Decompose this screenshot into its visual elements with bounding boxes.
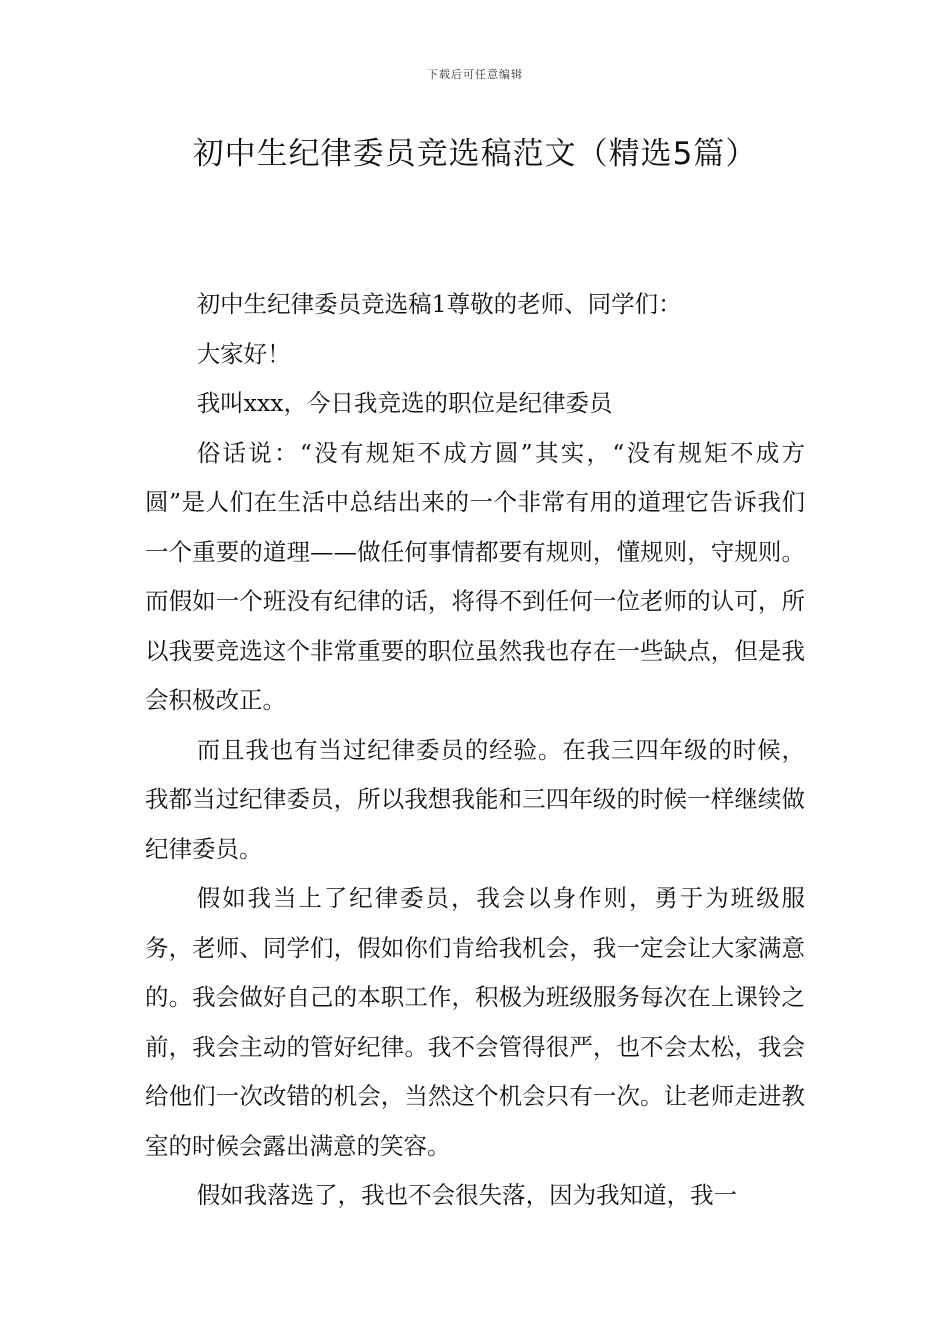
document-title: 初中生纪律委员竞选稿范文（精选5篇） <box>192 136 758 172</box>
paragraph: 俗话说：“没有规矩不成方圆”其实，“没有规矩不成方圆”是人们在生活中总结出来的一个非常有用的道理它告诉我们一个重要的道理——做任何事情都要有规则，懂规则，守规则。而假如一个班没有纪律的话，将得不到任何一位老师的认可，所以我要竞选这个非常重要的职位虽然我也存在一些缺点，但是我会积极改正。 <box>145 438 805 714</box>
paragraph: 我叫xxx，今日我竞选的职位是纪律委员 <box>196 389 613 417</box>
paragraph: 而且我也有当过纪律委员的经验。在我三四年级的时候，我都当过纪律委员，所以我想我能和三四年级的时候一样继续做纪律委员。 <box>145 735 805 863</box>
document-body <box>145 280 805 1221</box>
paragraph: 假如我落选了，我也不会很失落，因为我知道，我一 <box>196 1181 738 1209</box>
paragraph: 大家好！ <box>196 339 291 368</box>
header-note: 下载后可任意编辑 <box>427 68 523 81</box>
paragraph: 假如我当上了纪律委员，我会以身作则，勇于为班级服务，老师、同学们，假如你们肯给我机会，我一定会让大家满意的。我会做好自己的本职工作，积极为班级服务每次在上课铃之前，我会主动的管好纪律。我不会管得很严，也不会太松，我会给他们一次改错的机会，当然这个机会只有一次。让老师走进教室的时候会露出满意的笑容。 <box>145 884 805 1160</box>
paragraph: 初中生纪律委员竞选稿1尊敬的老师、同学们： <box>196 290 682 318</box>
